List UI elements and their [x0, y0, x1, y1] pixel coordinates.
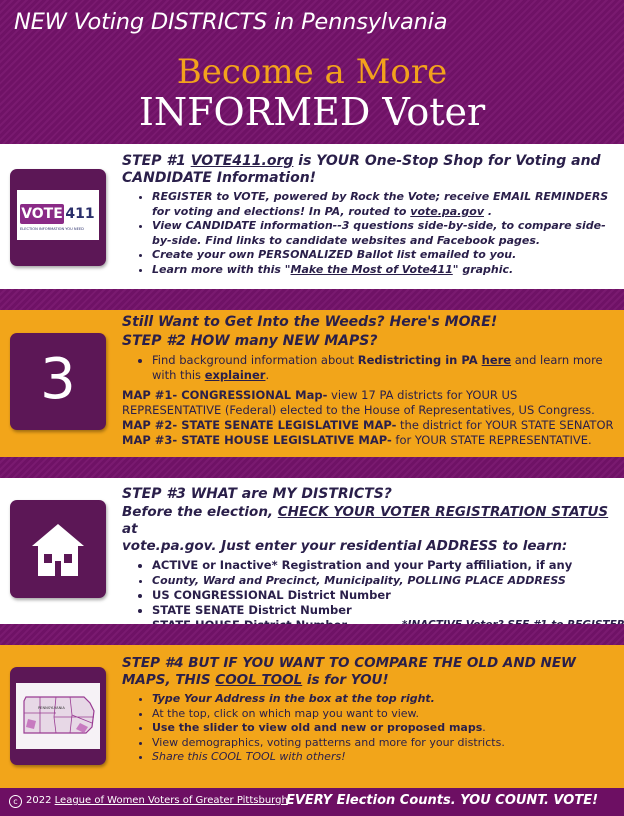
step3-list — [122, 558, 620, 633]
header-tagline: Become a More — [176, 52, 448, 92]
redistricting-here-link[interactable]: here — [481, 353, 512, 367]
divider-band — [0, 457, 624, 478]
step3-panel — [0, 478, 624, 624]
map-tile[interactable] — [10, 667, 106, 765]
divider-band — [0, 289, 624, 310]
copyright-icon: c — [9, 795, 22, 808]
step4-panel — [0, 645, 624, 788]
step2-text — [122, 314, 617, 448]
vote-number: 411 — [65, 206, 95, 222]
footer-copyright: c 2022 League of Women Voters of Greater Pittsburgh — [9, 795, 288, 808]
step4-list — [122, 692, 614, 765]
divider-band — [0, 624, 624, 645]
lwv-pittsburgh-link[interactable]: League of Women Voters of Greater Pittsburgh — [54, 795, 288, 806]
list-item: • Create your own PERSONALIZED Ballot list emailed to you. — [152, 248, 617, 263]
step3-line2: Before the election, CHECK YOUR VOTER REGISTRATION STATUS at — [122, 504, 609, 537]
cool-tool-link[interactable]: COOL TOOL — [215, 672, 303, 688]
step4-text — [122, 655, 614, 765]
step3-title: STEP #3 WHAT are MY DISTRICTS? — [122, 486, 392, 502]
list-item: • REGISTER to VOTE, powered by Rock the Vote; receive EMAIL REMINDERS for voting and elections! In PA, routed to vote.pa.gov . — [152, 190, 617, 219]
map2-line: MAP #2- STATE SENATE LEGISLATIVE MAP- the district for YOUR STATE SENATOR — [122, 418, 614, 432]
pa-map-thumbnail — [10, 667, 106, 765]
list-item: • US CONGRESSIONAL District Number — [152, 588, 620, 603]
step2-panel — [0, 310, 624, 457]
header-title: INFORMED Voter — [138, 90, 486, 134]
vote-word: VOTE — [21, 206, 63, 222]
vote411-logo-tile[interactable] — [10, 169, 106, 266]
map3-line: MAP #3- STATE HOUSE LEGISLATIVE MAP- for YOUR STATE REPRESENTATIVE. — [122, 433, 592, 447]
vote411-logo — [17, 190, 99, 240]
make-the-most-link[interactable]: Make the Most of Vote411 — [290, 262, 453, 276]
vote411-link[interactable]: VOTE411.org — [190, 153, 294, 169]
step1-text — [122, 153, 617, 277]
vote-pa-gov-link[interactable]: vote.pa.gov — [410, 204, 484, 218]
list-item: • View demographics, voting patterns and more for your districts. — [152, 736, 614, 751]
list-item: • Use the slider to view old and new or proposed maps. — [152, 721, 614, 736]
list-item: • View CANDIDATE information--3 questions side-by-side, to compare side-by-side. Find links to candidate websites and Facebook pages. — [152, 219, 617, 248]
step3-text — [122, 486, 620, 633]
header-subtitle: NEW Voting DISTRICTS in Pennsylvania — [14, 9, 448, 35]
step4-title: STEP #4 BUT IF YOU WANT TO COMPARE THE OLD AND NEW MAPS, THIS COOL TOOL is for YOU! — [122, 655, 576, 688]
number-tile — [10, 333, 106, 430]
step1-panel — [0, 144, 624, 289]
step3-line3: vote.pa.gov. Just enter your residential ADDRESS to learn: — [122, 538, 568, 554]
house-icon — [10, 500, 106, 598]
check-status-link[interactable]: CHECK YOUR VOTER REGISTRATION STATUS — [277, 504, 609, 520]
list-item: • STATE SENATE District Number — [152, 603, 620, 618]
step2-title-1: Still Want to Get Into the Weeds? Here's MORE! — [122, 314, 498, 330]
map-label: PENNSYLVANIA — [38, 706, 65, 710]
list-item: • At the top, click on which map you want to view. — [152, 707, 614, 722]
house-tile — [10, 500, 106, 598]
step2-title-2: STEP #2 HOW many NEW MAPS? — [122, 333, 378, 349]
step1-list — [122, 190, 617, 277]
list-item: • Type Your Address in the box at the top right. — [152, 692, 614, 707]
map1-line: MAP #1- CONGRESSIONAL Map- view 17 PA districts for YOUR US REPRESENTATIVE (Federal) elected to the House of Representatives, US Congress. — [122, 388, 595, 417]
step2-list — [122, 353, 617, 383]
list-item: • Find background information about Redistricting in PA here and learn more with this explainer. — [152, 353, 617, 383]
explainer-link[interactable]: explainer — [204, 368, 266, 382]
footer-slogan: EVERY Election Counts. YOU COUNT. VOTE! — [285, 793, 598, 808]
step1-title: STEP #1 VOTE411.org is YOUR One-Stop Shop for Voting and CANDIDATE Information! — [122, 153, 601, 186]
vote-tagline: ELECTION INFORMATION YOU NEED — [20, 227, 84, 231]
header-banner — [0, 0, 624, 144]
list-item: • ACTIVE or Inactive* Registration and your Party affiliation, if any — [152, 558, 620, 573]
tile-number: 3 — [40, 347, 76, 412]
list-item: • Learn more with this "Make the Most of Vote411" graphic. — [152, 263, 617, 278]
list-item: • County, Ward and Precinct, Municipality, POLLING PLACE ADDRESS — [152, 573, 620, 588]
list-item: • Share this COOL TOOL with others! — [152, 750, 614, 765]
